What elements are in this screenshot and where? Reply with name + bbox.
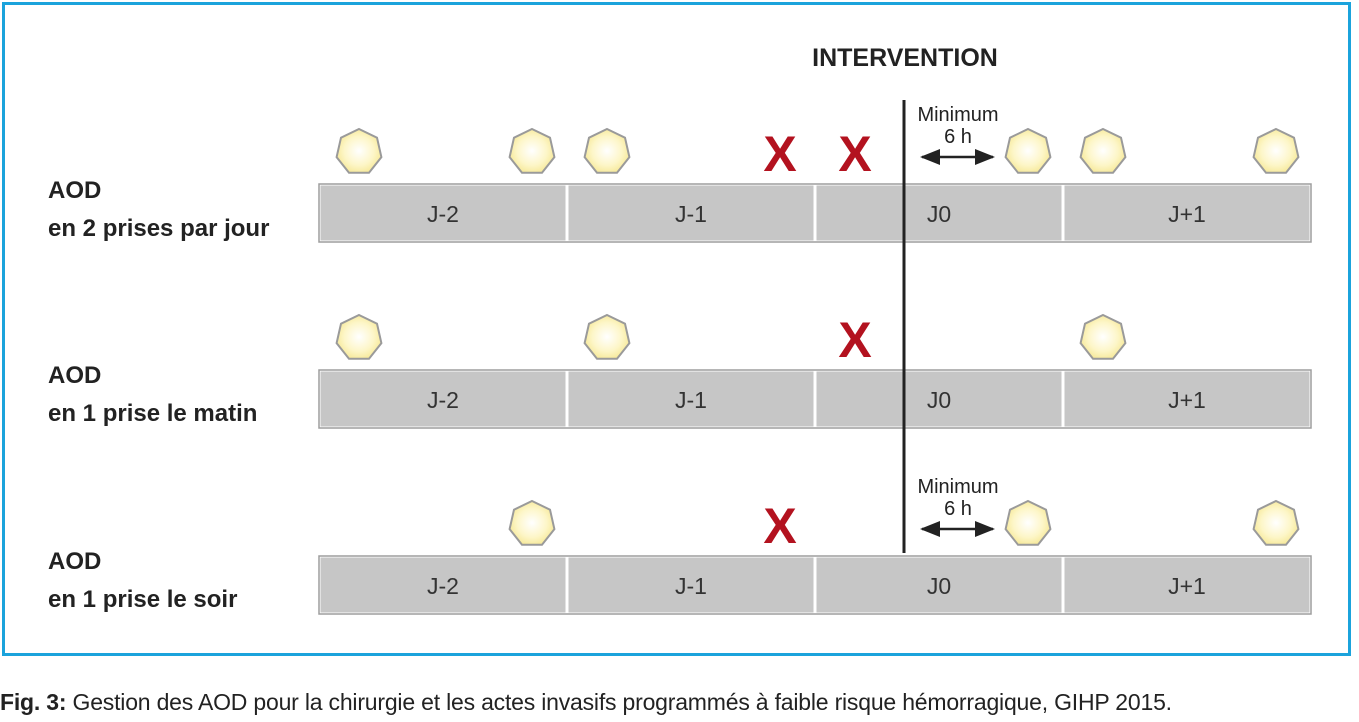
day-label: J+1: [1168, 387, 1206, 413]
day-label: J-1: [675, 201, 707, 227]
row-label-1-prise-soir: [48, 543, 237, 619]
day-label: J+1: [1168, 201, 1206, 227]
dose-pill-icon: [1081, 315, 1126, 359]
caption-text: Gestion des AOD pour la chirurgie et les actes invasifs programmés à faible risque hémorragique, GIHP 2015.: [66, 689, 1172, 715]
day-label: J-2: [427, 573, 459, 599]
dose-pill-icon: [585, 129, 630, 173]
dose-pill-icon: [1254, 501, 1299, 545]
dose-pill-icon: [510, 129, 555, 173]
minimum-text: Minimum: [917, 104, 999, 126]
row-label-line2: en 1 prise le matin: [48, 400, 258, 427]
minimum-label-row1: [906, 104, 1010, 148]
day-label: J-2: [427, 387, 459, 413]
row-label-line2: en 1 prise le soir: [48, 586, 238, 613]
dose-pill-icon: [1006, 129, 1051, 173]
figure-caption: [0, 689, 1359, 716]
row-label-line1: AOD: [48, 177, 102, 204]
minimum-duration: 6 h: [944, 126, 972, 148]
day-label: J0: [926, 573, 952, 599]
dose-pill-icon: [585, 315, 630, 359]
day-label: J-1: [675, 573, 707, 599]
dose-pill-icon: [1081, 129, 1126, 173]
skip-mark-icon: X: [763, 498, 797, 554]
row-label-2-prises: [48, 172, 269, 248]
day-label: J0: [926, 387, 952, 413]
row-label-1-prise-matin: [48, 357, 257, 433]
minimum-text: Minimum: [917, 476, 999, 498]
intervention-label: INTERVENTION: [812, 44, 998, 72]
dose-pill-icon: [1006, 501, 1051, 545]
dose-pill-icon: [1254, 129, 1299, 173]
skip-mark-icon: X: [763, 126, 797, 182]
skip-mark-icon: X: [838, 312, 872, 368]
dose-pill-icon: [510, 501, 555, 545]
minimum-duration: 6 h: [944, 498, 972, 520]
row-label-line1: AOD: [48, 548, 102, 575]
skip-mark-icon: X: [838, 126, 872, 182]
row-label-line1: AOD: [48, 362, 102, 389]
caption-prefix: Fig. 3:: [0, 689, 67, 715]
day-label: J0: [926, 201, 952, 227]
day-label: J-1: [675, 387, 707, 413]
row-label-line2: en 2 prises par jour: [48, 215, 270, 242]
day-label: J+1: [1168, 573, 1206, 599]
dose-pill-icon: [337, 129, 382, 173]
minimum-label-row3: [906, 476, 1010, 520]
day-label: J-2: [427, 201, 459, 227]
dose-pill-icon: [337, 315, 382, 359]
